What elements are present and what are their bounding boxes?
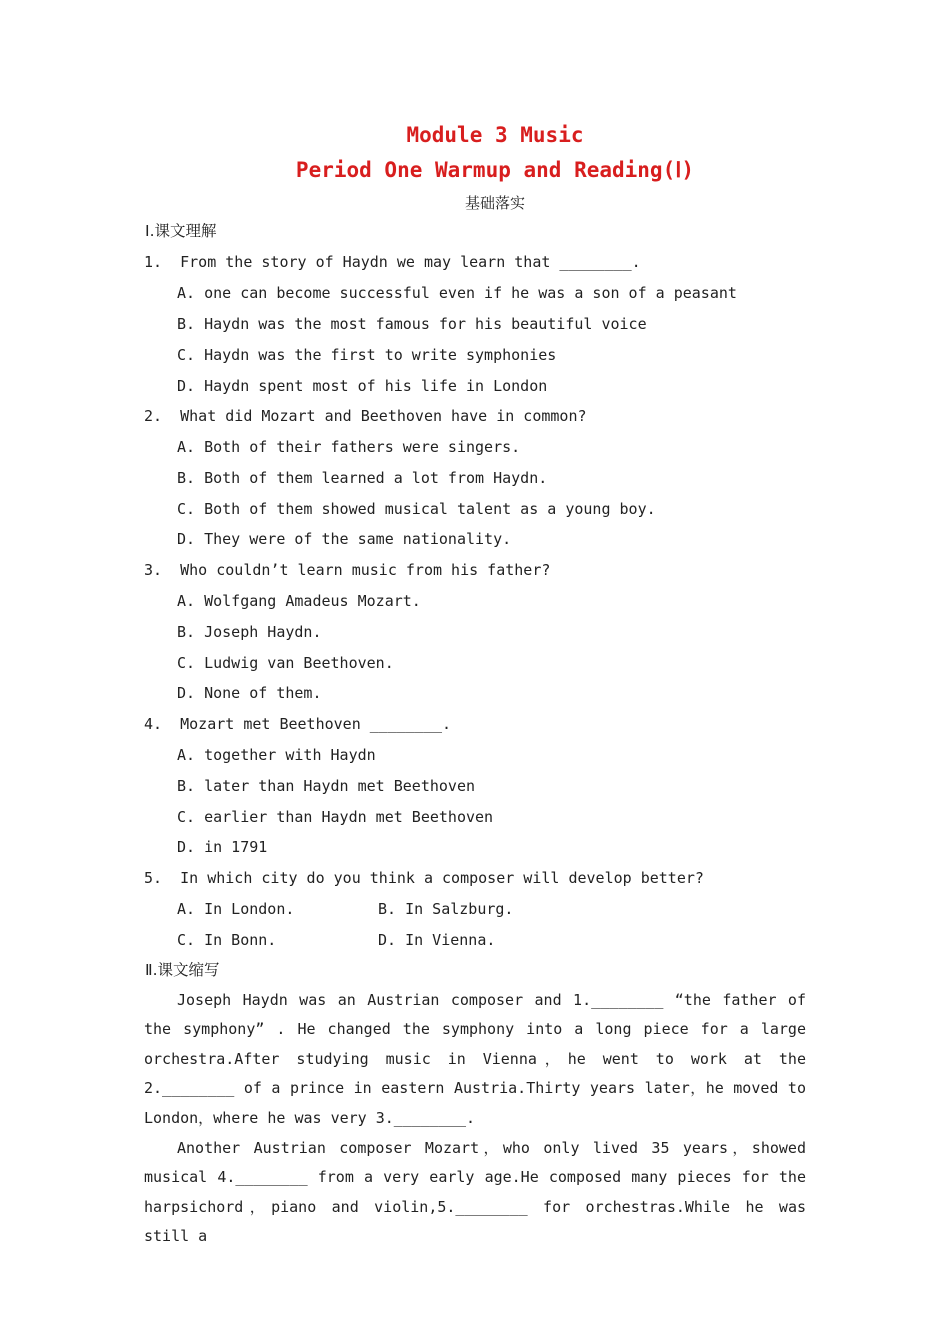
question-2-option-d: D. They were of the same nationality. xyxy=(177,530,512,548)
question-5-option-d: D. In Vienna. xyxy=(378,931,496,949)
question-3-option-a: A. Wolfgang Amadeus Mozart. xyxy=(177,592,421,610)
question-4-option-c: C. earlier than Haydn met Beethoven xyxy=(177,808,494,826)
question-2-option-c: C. Both of them showed musical talent as a young boy. xyxy=(177,500,656,518)
question-5-option-c: C. In Bonn. xyxy=(177,931,277,949)
question-1: 1. From the story of Haydn we may learn that ________. xyxy=(144,253,641,271)
summary-paragraph-1: Joseph Haydn was an Austrian composer and 1.________ “the father of the symphony” . He changed the symphony into a long piece for a large orchestra.After studying music in Vienna，he went to work at the 2.________ of a prince in eastern Austria.Thirty years later，he moved to London，where he was very 3.________. xyxy=(144,991,806,1127)
section-heading-summary: Ⅱ.课文缩写 xyxy=(145,961,220,979)
period-title: Period One Warmup and Reading(Ⅰ) xyxy=(295,158,695,182)
section-heading-comprehension: Ⅰ.课文理解 xyxy=(145,222,217,240)
question-4-option-b: B. later than Haydn met Beethoven xyxy=(177,777,476,795)
question-1-option-d: D. Haydn spent most of his life in London xyxy=(177,377,548,395)
question-2-option-b: B. Both of them learned a lot from Haydn. xyxy=(177,469,548,487)
question-1-option-c: C. Haydn was the first to write symphonies xyxy=(177,346,557,364)
question-5-option-b: B. In Salzburg. xyxy=(378,900,514,918)
question-5: 5. In which city do you think a composer will develop better? xyxy=(144,869,704,887)
question-4-option-a: A. together with Haydn xyxy=(177,746,376,764)
question-3-option-d: D. None of them. xyxy=(177,684,322,702)
subtitle: 基础落实 xyxy=(464,194,525,212)
question-1-option-a: A. one can become successful even if he was a son of a peasant xyxy=(177,284,737,302)
question-4-option-d: D. in 1791 xyxy=(177,838,268,856)
question-2-option-a: A. Both of their fathers were singers. xyxy=(177,438,521,456)
question-4: 4. Mozart met Beethoven ________. xyxy=(144,715,452,733)
summary-paragraph-2: Another Austrian composer Mozart，who only lived 35 years，showed musical 4.________ from a very early age.He composed many pieces for the harpsichord，piano and violin,5.________ for orchestras.While he was still a xyxy=(144,1139,806,1246)
question-3: 3. Who couldn’t learn music from his father? xyxy=(144,561,551,579)
question-5-option-a: A. In London. xyxy=(177,900,295,918)
question-3-option-c: C. Ludwig van Beethoven. xyxy=(177,654,394,672)
question-1-option-b: B. Haydn was the most famous for his beautiful voice xyxy=(177,315,647,333)
question-2: 2. What did Mozart and Beethoven have in common? xyxy=(144,407,587,425)
module-title: Module 3 Music xyxy=(406,123,584,147)
question-3-option-b: B. Joseph Haydn. xyxy=(177,623,322,641)
